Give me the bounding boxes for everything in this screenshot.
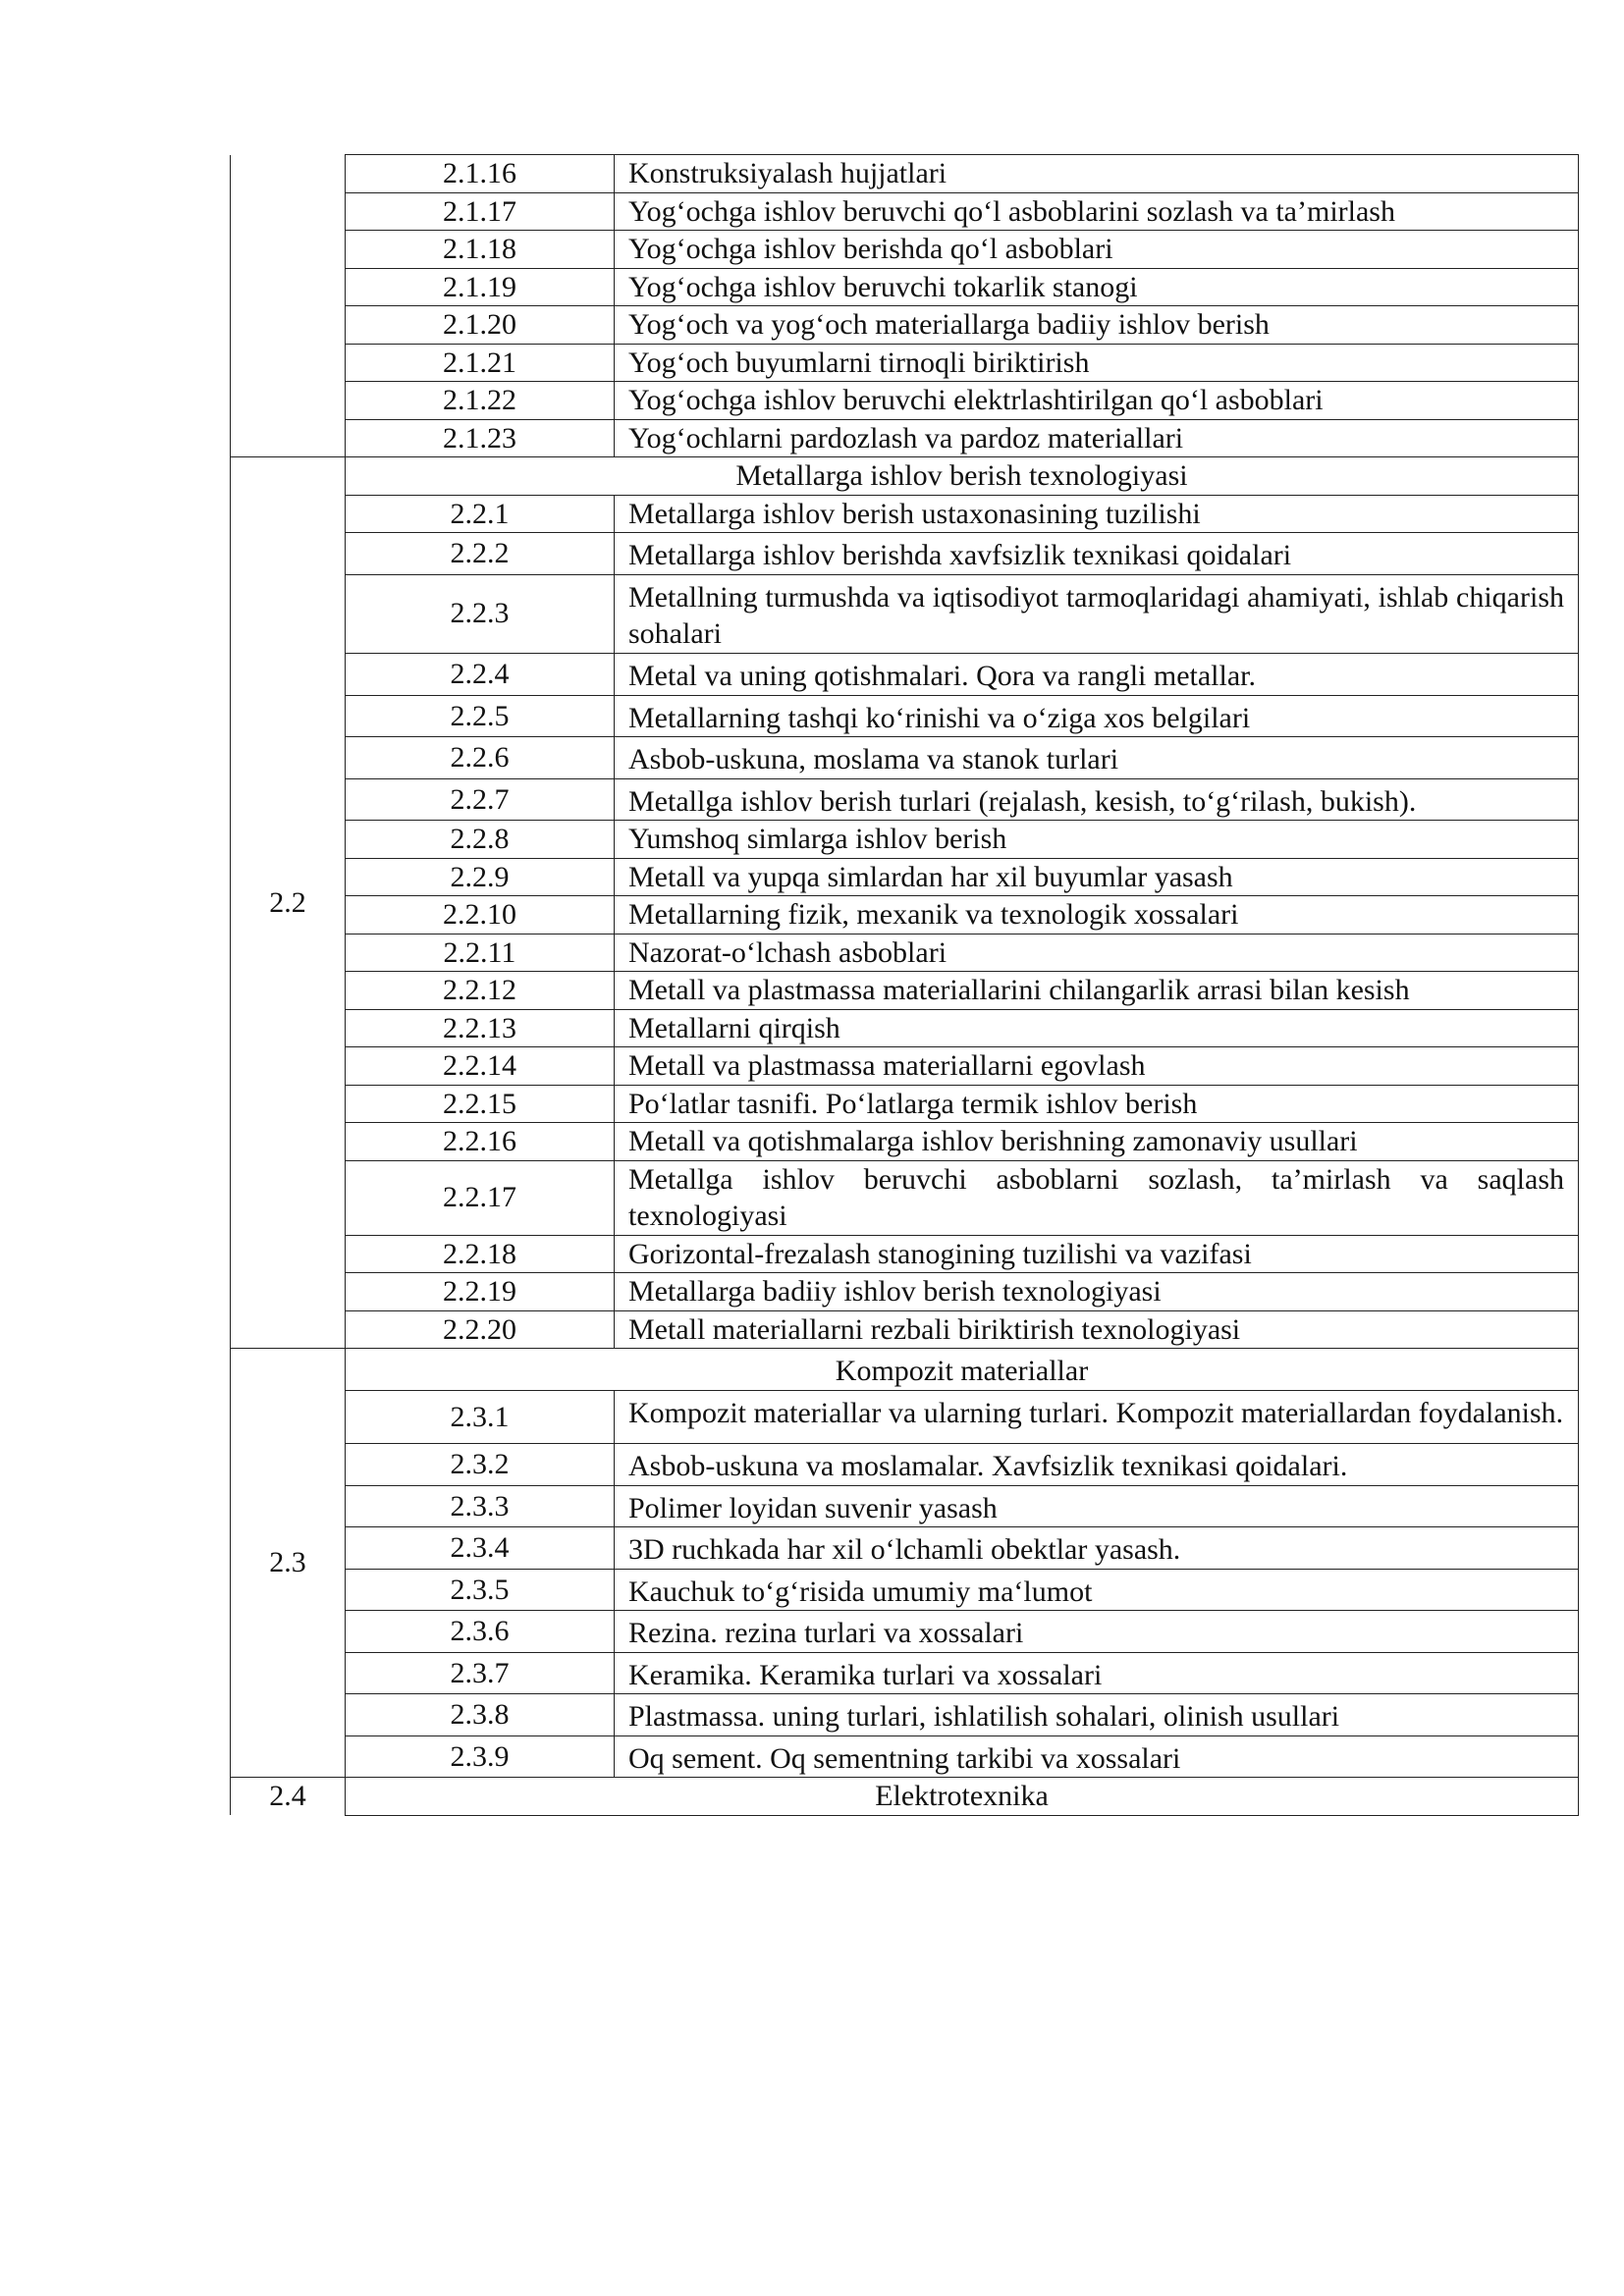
- section-heading: Kompozit materiallar: [346, 1349, 1579, 1391]
- topic-title: Metall materiallarni rezbali biriktirish texnologiyasi: [615, 1310, 1579, 1349]
- table-row: [231, 1123, 1579, 1161]
- topic-title: Metallga ishlov berish turlari (rejalash, kesish, to‘g‘rilash, bukish).: [615, 778, 1579, 821]
- topic-title: Oq sement. Oq sementning tarkibi va xossalari: [615, 1735, 1579, 1778]
- table-row: [231, 1009, 1579, 1047]
- topic-number: 2.2.14: [346, 1047, 615, 1086]
- topic-title: Konstruksiyalash hujjatlari: [615, 155, 1579, 193]
- table-row: [231, 934, 1579, 972]
- topic-title: Metall va yupqa simlardan har xil buyumlar yasash: [615, 858, 1579, 896]
- table-row: [231, 972, 1579, 1010]
- topic-number: 2.3.3: [346, 1485, 615, 1527]
- topic-title: Nazorat-o‘lchash asboblari: [615, 934, 1579, 972]
- topic-title: Metallarning fizik, mexanik va texnologik xossalari: [615, 896, 1579, 934]
- topic-title: Kompozit materiallar va ularning turlari. Kompozit materiallardan foydalanish.: [615, 1391, 1579, 1444]
- section-heading: Metallarga ishlov berish texnologiyasi: [346, 457, 1579, 496]
- topic-title: Metallarga ishlov berish ustaxonasining tuzilishi: [615, 495, 1579, 533]
- table-row: [231, 1527, 1579, 1570]
- topic-number: 2.3.6: [346, 1611, 615, 1653]
- table-row: [231, 1235, 1579, 1273]
- table-row: [231, 1391, 1579, 1444]
- topic-number: 2.3.2: [346, 1444, 615, 1486]
- table-row: [231, 268, 1579, 306]
- topic-title: Yog‘och va yog‘och materiallarga badiiy ishlov berish: [615, 306, 1579, 345]
- topic-title: Metallning turmushda va iqtisodiyot tarmoqlaridagi ahamiyati, ishlab chiqarish sohalari: [615, 574, 1579, 653]
- table-row: [231, 1310, 1579, 1349]
- topic-title: 3D ruchkada har xil o‘lchamli obektlar yasash.: [615, 1527, 1579, 1570]
- topic-title: Metallarni qirqish: [615, 1009, 1579, 1047]
- topic-title: Metal va uning qotishmalari. Qora va rangli metallar.: [615, 653, 1579, 695]
- table-row: [231, 653, 1579, 695]
- table-row: [231, 1160, 1579, 1235]
- table-row: [231, 1485, 1579, 1527]
- topic-number: 2.2.15: [346, 1085, 615, 1123]
- topic-number: 2.3.1: [346, 1391, 615, 1444]
- topic-title: Yog‘ochga ishlov beruvchi elektrlashtirilgan qo‘l asboblari: [615, 382, 1579, 420]
- table-row: [231, 231, 1579, 269]
- topic-title: Yog‘ochlarni pardozlash va pardoz materiallari: [615, 419, 1579, 457]
- topic-number: 2.2.2: [346, 533, 615, 575]
- topic-title: Po‘latlar tasnifi. Po‘latlarga termik ishlov berish: [615, 1085, 1579, 1123]
- section-heading: Elektrotexnika: [346, 1778, 1579, 1816]
- topic-title: Polimer loyidan suvenir yasash: [615, 1485, 1579, 1527]
- topic-number: 2.1.23: [346, 419, 615, 457]
- topic-number: 2.3.9: [346, 1735, 615, 1778]
- topic-number: 2.3.5: [346, 1569, 615, 1611]
- table-row: [231, 533, 1579, 575]
- section-heading-row: [231, 1349, 1579, 1391]
- table-row: [231, 574, 1579, 653]
- topic-title: Rezina. rezina turlari va xossalari: [615, 1611, 1579, 1653]
- topic-number: 2.2.10: [346, 896, 615, 934]
- topic-number: 2.1.18: [346, 231, 615, 269]
- topic-number: 2.1.17: [346, 192, 615, 231]
- topic-number: 2.3.7: [346, 1652, 615, 1694]
- topic-number: 2.2.5: [346, 695, 615, 737]
- table-row: [231, 1085, 1579, 1123]
- topic-title: Asbob-uskuna va moslamalar. Xavfsizlik texnikasi qoidalari.: [615, 1444, 1579, 1486]
- topic-number: 2.2.1: [346, 495, 615, 533]
- section-heading-row: [231, 1778, 1579, 1816]
- topic-title: Yog‘ochga ishlov beruvchi tokarlik stanogi: [615, 268, 1579, 306]
- table-row: [231, 778, 1579, 821]
- curriculum-table: [230, 154, 1579, 1816]
- table-row: [231, 344, 1579, 382]
- table-row: [231, 1652, 1579, 1694]
- topic-number: 2.2.13: [346, 1009, 615, 1047]
- section-number: 2.4: [231, 1778, 346, 1816]
- topic-number: 2.2.11: [346, 934, 615, 972]
- topic-number: 2.3.8: [346, 1694, 615, 1736]
- table-row: [231, 821, 1579, 859]
- topic-number: 2.1.19: [346, 268, 615, 306]
- topic-number: 2.2.6: [346, 737, 615, 779]
- topic-number: 2.2.8: [346, 821, 615, 859]
- topic-number: 2.2.3: [346, 574, 615, 653]
- table-row: [231, 306, 1579, 345]
- topic-number: 2.2.9: [346, 858, 615, 896]
- topic-number: 2.1.20: [346, 306, 615, 345]
- topic-title: Yumshoq simlarga ishlov berish: [615, 821, 1579, 859]
- table-row: [231, 382, 1579, 420]
- topic-number: 2.2.19: [346, 1273, 615, 1311]
- topic-title: Yog‘och buyumlarni tirnoqli biriktirish: [615, 344, 1579, 382]
- table-row: [231, 896, 1579, 934]
- topic-title: Yog‘ochga ishlov beruvchi qo‘l asboblarini sozlash va ta’mirlash: [615, 192, 1579, 231]
- topic-number: 2.2.20: [346, 1310, 615, 1349]
- topic-title: Plastmassa. uning turlari, ishlatilish sohalari, olinish usullari: [615, 1694, 1579, 1736]
- table-row: [231, 495, 1579, 533]
- topic-title: Metall va qotishmalarga ishlov berishning zamonaviy usullari: [615, 1123, 1579, 1161]
- table-row: [231, 155, 1579, 193]
- topic-number: 2.2.17: [346, 1160, 615, 1235]
- topic-title: Metall va plastmassa materiallarni egovlash: [615, 1047, 1579, 1086]
- topic-title: Metall va plastmassa materiallarini chilangarlik arrasi bilan kesish: [615, 972, 1579, 1010]
- table-row: [231, 1694, 1579, 1736]
- topic-title: Metallarga badiiy ishlov berish texnologiyasi: [615, 1273, 1579, 1311]
- table-row: [231, 192, 1579, 231]
- section-heading-row: [231, 457, 1579, 496]
- topic-number: 2.1.22: [346, 382, 615, 420]
- topic-title: Metallga ishlov beruvchi asboblarni sozlash, ta’mirlash va saqlash texnologiyasi: [615, 1160, 1579, 1235]
- topic-number: 2.2.16: [346, 1123, 615, 1161]
- topic-title: Metallarning tashqi ko‘rinishi va o‘ziga xos belgilari: [615, 695, 1579, 737]
- topic-title: Metallarga ishlov berishda xavfsizlik texnikasi qoidalari: [615, 533, 1579, 575]
- topic-title: Keramika. Keramika turlari va xossalari: [615, 1652, 1579, 1694]
- topic-number: 2.1.21: [346, 344, 615, 382]
- table-row: [231, 1444, 1579, 1486]
- table-row: [231, 858, 1579, 896]
- table-row: [231, 1611, 1579, 1653]
- table-row: [231, 1047, 1579, 1086]
- topic-number: 2.3.4: [346, 1527, 615, 1570]
- table-body: [231, 155, 1579, 1816]
- topic-number: 2.2.4: [346, 653, 615, 695]
- section-number: 2.2: [231, 457, 346, 1349]
- section-number: [231, 155, 346, 457]
- topic-number: 2.2.7: [346, 778, 615, 821]
- topic-number: 2.1.16: [346, 155, 615, 193]
- table-row: [231, 737, 1579, 779]
- section-number: 2.3: [231, 1349, 346, 1778]
- topic-title: Kauchuk to‘g‘risida umumiy ma‘lumot: [615, 1569, 1579, 1611]
- table-row: [231, 695, 1579, 737]
- topic-title: Yog‘ochga ishlov berishda qo‘l asboblari: [615, 231, 1579, 269]
- topic-number: 2.2.18: [346, 1235, 615, 1273]
- topic-number: 2.2.12: [346, 972, 615, 1010]
- table-row: [231, 1273, 1579, 1311]
- table-row: [231, 1569, 1579, 1611]
- table-row: [231, 1735, 1579, 1778]
- topic-title: Asbob-uskuna, moslama va stanok turlari: [615, 737, 1579, 779]
- topic-title: Gorizontal-frezalash stanogining tuzilishi va vazifasi: [615, 1235, 1579, 1273]
- table-row: [231, 419, 1579, 457]
